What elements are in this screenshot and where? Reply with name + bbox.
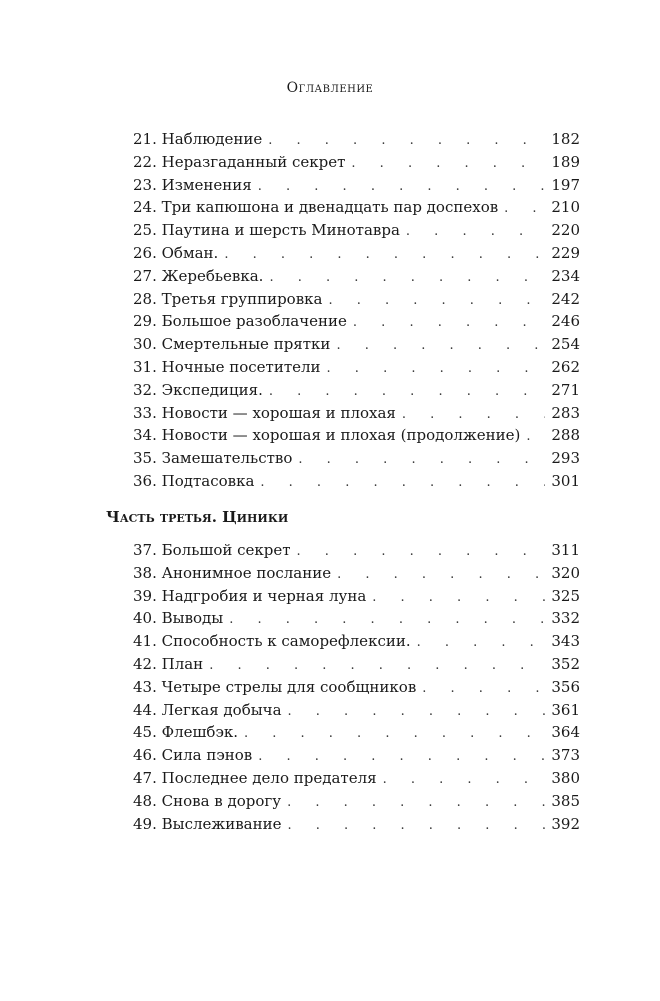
- toc-leader-dots: [269, 381, 546, 404]
- toc-entry-page: 197: [551, 175, 580, 194]
- toc-entry-title: 28. Третья группировка: [133, 289, 323, 308]
- toc-entry[interactable]: [133, 562, 580, 585]
- toc-entry-title: 26. Обман.: [133, 243, 219, 262]
- toc-leader-dots: [269, 267, 545, 290]
- toc-entry-title: 36. Подтасовка: [133, 471, 255, 490]
- toc-entry-title: 30. Смертельные прятки: [133, 335, 331, 354]
- toc-entry-title: 34. Новости — хорошая и плохая (продолжение): [133, 426, 521, 445]
- toc-leader-dots: [268, 130, 545, 153]
- toc-entry-page: 262: [551, 357, 580, 376]
- toc-leader-dots: [287, 815, 545, 838]
- toc-entry-page: 380: [551, 768, 580, 787]
- toc-entry-title: 49. Выслеживание: [133, 814, 282, 833]
- toc-entry-page: 364: [551, 723, 580, 742]
- toc-entry[interactable]: [133, 447, 580, 470]
- toc-entry-title: 33. Новости — хорошая и плохая: [133, 403, 396, 422]
- toc-entry-page: 311: [551, 541, 580, 559]
- toc-entry-page: 189: [551, 152, 580, 171]
- toc-entry-title: 24. Три капюшона и двенадцать пар доспехов: [133, 198, 499, 217]
- toc-leader-dots: [526, 426, 545, 449]
- toc-entry[interactable]: [133, 585, 580, 608]
- toc-leader-dots: [258, 176, 546, 199]
- toc-entry-title: 35. Замешательство: [133, 449, 293, 468]
- toc-entry-page: 385: [551, 791, 580, 810]
- toc-entry-title: 45. Флешбэк.: [133, 723, 238, 742]
- toc-entry[interactable]: [133, 174, 580, 197]
- toc-entry[interactable]: [133, 219, 580, 242]
- toc-entry-title: 22. Неразгаданный секрет: [133, 152, 346, 171]
- toc-entry-page: 283: [551, 403, 580, 422]
- toc-entry-title: 21. Наблюдение: [133, 130, 263, 148]
- toc-entry-title: 46. Сила пэнов: [133, 746, 253, 765]
- toc-entry[interactable]: [133, 288, 580, 311]
- toc-leader-dots: [402, 404, 545, 427]
- toc-entry[interactable]: [133, 676, 580, 699]
- toc-leader-dots: [353, 312, 545, 335]
- toc-entry-page: 246: [551, 312, 580, 331]
- toc-entry[interactable]: [133, 310, 580, 333]
- toc-entry-page: 361: [551, 700, 580, 719]
- toc-entry-title: 42. План: [133, 654, 204, 673]
- toc-entry-title: 37. Большой секрет: [133, 541, 291, 559]
- toc-entry[interactable]: [133, 333, 580, 356]
- toc-entry[interactable]: [133, 424, 580, 447]
- toc-entry[interactable]: [133, 767, 580, 790]
- toc-entry[interactable]: [133, 539, 580, 562]
- toc-entry-title: 29. Большое разоблачение: [133, 312, 347, 331]
- toc-leader-dots: [327, 358, 546, 381]
- toc-leader-dots: [229, 609, 545, 632]
- toc-leader-dots: [372, 587, 545, 610]
- toc-entry[interactable]: [133, 744, 580, 767]
- toc-entry-page: 242: [551, 289, 580, 308]
- toc-entry-title: 47. Последнее дело предателя: [133, 768, 377, 787]
- toc-entry[interactable]: [133, 402, 580, 425]
- toc-leader-dots: [422, 678, 545, 701]
- toc-entry-title: 48. Снова в дорогу: [133, 791, 282, 810]
- toc-entry-title: 44. Легкая добыча: [133, 700, 282, 719]
- toc-leader-dots: [288, 701, 546, 724]
- toc-entry[interactable]: [133, 699, 580, 722]
- toc-entry-page: 293: [551, 449, 580, 468]
- toc-leader-dots: [260, 472, 545, 495]
- toc-leader-dots: [417, 632, 546, 655]
- toc-leader-dots: [337, 564, 545, 587]
- toc-leader-dots: [287, 792, 545, 815]
- toc-entry-page: 373: [551, 746, 580, 765]
- toc-entry[interactable]: [133, 790, 580, 813]
- toc-list-part-3: [133, 539, 580, 835]
- toc-entry[interactable]: [133, 379, 580, 402]
- toc-entry-page: 392: [551, 814, 580, 833]
- toc-leader-dots: [209, 655, 545, 678]
- toc-entry-title: 38. Анонимное послание: [133, 563, 332, 582]
- toc-leader-dots: [224, 244, 545, 267]
- toc-entry[interactable]: [133, 653, 580, 676]
- toc-leader-dots: [244, 723, 545, 746]
- toc-entry[interactable]: [133, 128, 580, 151]
- toc-entry-page: 332: [551, 609, 580, 628]
- part-heading[interactable]: Часть третья. Циники: [106, 508, 289, 526]
- toc-leader-dots: [383, 769, 546, 792]
- toc-entry[interactable]: [133, 721, 580, 744]
- toc-entry-title: 27. Жеребьевка.: [133, 266, 264, 285]
- toc-leader-dots: [258, 746, 545, 769]
- toc-entry-page: 301: [551, 471, 580, 490]
- page-title: Оглавление: [286, 80, 374, 96]
- toc-leader-dots: [336, 335, 545, 358]
- toc-entry-title: 31. Ночные посетители: [133, 357, 321, 376]
- toc-entry-page: 220: [551, 221, 580, 240]
- toc-entry-page: 320: [551, 563, 580, 582]
- toc-entry-page: 210: [551, 198, 580, 217]
- toc-entry[interactable]: [133, 196, 580, 219]
- toc-leader-dots: [298, 449, 545, 472]
- toc-entry-page: 356: [551, 677, 580, 696]
- toc-entry-page: 343: [551, 632, 580, 651]
- toc-entry-title: 25. Паутина и шерсть Минотавра: [133, 221, 400, 240]
- toc-leader-dots: [504, 198, 545, 221]
- toc-leader-dots: [406, 221, 545, 244]
- toc-leader-dots: [351, 153, 545, 176]
- toc-entry-page: 234: [551, 266, 580, 285]
- toc-entry-title: 43. Четыре стрелы для сообщников: [133, 677, 417, 696]
- toc-entry[interactable]: [133, 630, 580, 653]
- toc-entry-title: 23. Изменения: [133, 175, 252, 194]
- toc-leader-dots: [328, 290, 545, 313]
- toc-entry[interactable]: [133, 151, 580, 174]
- toc-entry-page: 229: [551, 243, 580, 262]
- toc-entry-page: 271: [551, 380, 580, 399]
- toc-entry-title: 40. Выводы: [133, 609, 224, 628]
- toc-entry[interactable]: [133, 242, 580, 265]
- toc-entry-page: 288: [551, 426, 580, 445]
- toc-entry-page: 182: [551, 130, 580, 148]
- toc-entry[interactable]: [133, 813, 580, 836]
- toc-entry[interactable]: [133, 356, 580, 379]
- toc-entry-page: 254: [551, 335, 580, 354]
- toc-entry[interactable]: [133, 470, 580, 493]
- toc-entry-title: 41. Способность к саморефлексии.: [133, 632, 411, 651]
- toc-entry-title: 32. Экспедиция.: [133, 380, 263, 399]
- toc-entry[interactable]: [133, 265, 580, 288]
- toc-entry-page: 352: [551, 654, 580, 673]
- toc-leader-dots: [297, 541, 546, 564]
- toc-entry[interactable]: [133, 607, 580, 630]
- toc-entry-title: 39. Надгробия и черная луна: [133, 586, 367, 605]
- toc-entry-page: 325: [551, 586, 580, 605]
- toc-list-part-2: [133, 128, 580, 493]
